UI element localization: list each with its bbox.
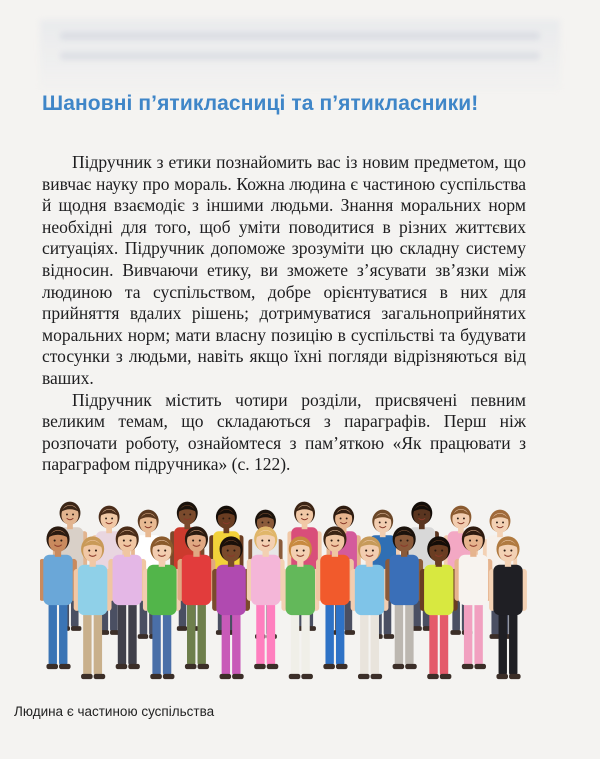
paragraph-2: Підручник містить чотири розділи, присвячені певним великим темам, що складаються з параграфів. Перш ніж розпочати роботу, ознайомтеся з пам’яткою «Як працювати з параграфом підручника» (с. 122).: [42, 389, 526, 475]
children-group-photo: [40, 488, 530, 690]
page-title: Шановні п’ятикласниці та п’ятикласники!: [42, 92, 479, 115]
intro-text: [42, 152, 526, 476]
children-illustration: [40, 488, 530, 690]
photo-caption: Людина є частиною суспільства: [14, 704, 215, 719]
bleed-line: [60, 32, 540, 40]
previous-page-bleed: [40, 20, 560, 90]
paragraph-1: Підручник з етики познайомить вас із новим предметом, що вивчає науку про мораль. Кожна людина є частиною суспільства й щодня взаємодіє з іншими людьми. Знання моральних норм необхідні для того, щоб уміти поводитися в різних життєвих ситуаціях. Підручник допоможе зрозуміти цю складну систему відносин. Вивчаючи етику, ви зможете з’ясувати зв’язки між людиною та суспільством, добре орієнтуватися в них для прийняття вдалих рішень; дотримуватися загальноприйнятих моральних норм; мати власну позицію в суспільстві та будувати стосунки з людьми, навіть якщо їхні погляди відрізняються від ваших.: [42, 152, 526, 388]
bleed-line: [60, 52, 540, 60]
